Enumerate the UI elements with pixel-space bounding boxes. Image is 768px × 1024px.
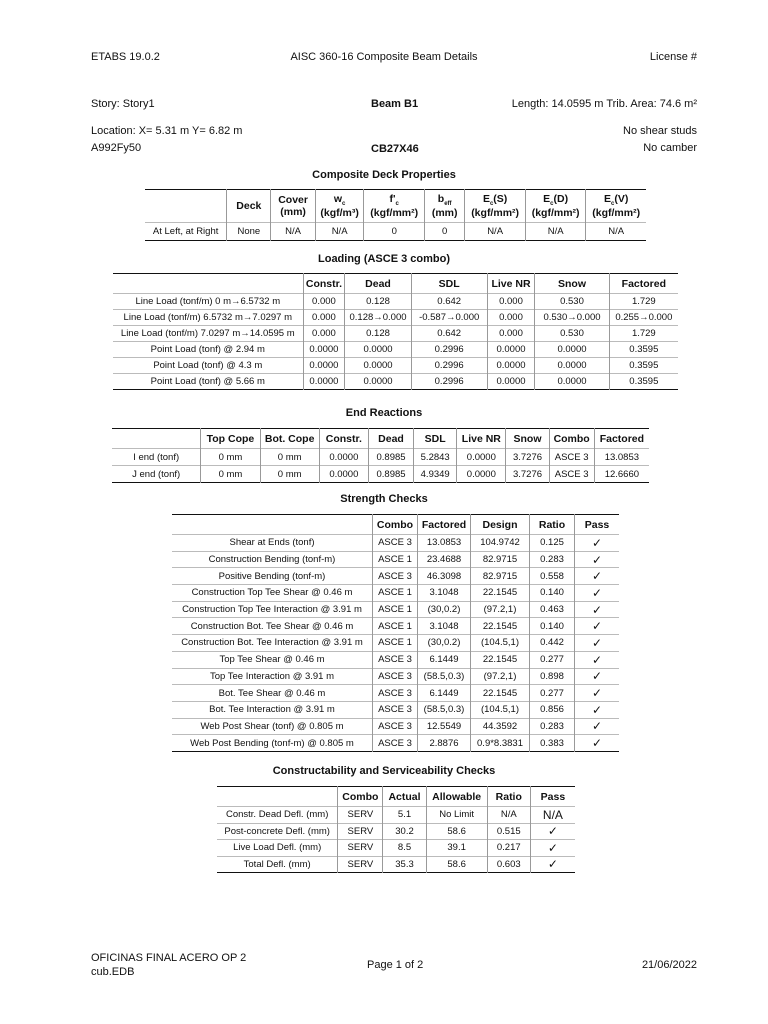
table-cell: 0.125 — [530, 535, 575, 552]
table-cell: 0.3595 — [609, 342, 678, 358]
table-cell: ✓ — [575, 651, 620, 668]
table-row — [113, 326, 678, 342]
table-row — [217, 823, 575, 840]
row-label: Line Load (tonf/m) 0 m→6.5732 m — [113, 294, 303, 310]
table-cell: ✓ — [575, 701, 620, 718]
table-cell: 0.128 — [345, 326, 411, 342]
loading-header-constr: Constr. — [303, 274, 345, 294]
story-label: Story: Story1 — [91, 98, 155, 110]
deck-header-beff: $b_{eff}$ (mm) — [424, 190, 464, 223]
license-label: License # — [649, 51, 697, 63]
table-cell: SERV — [338, 840, 383, 857]
row-label: Shear at Ends (tonf) — [172, 535, 373, 552]
table-cell: 82.9715 — [471, 551, 530, 568]
footer-filename-line2: cub.EDB — [91, 966, 135, 978]
strength-table — [172, 514, 619, 752]
table-cell: 104.9742 — [471, 535, 530, 552]
table-row — [172, 735, 619, 752]
row-label: Bot. Tee Shear @ 0.46 m — [172, 685, 373, 702]
table-cell: 58.6 — [426, 856, 487, 873]
row-label: Point Load (tonf) @ 5.66 m — [113, 374, 303, 390]
table-cell: 6.1449 — [418, 685, 471, 702]
table-cell: 0.0000 — [345, 374, 411, 390]
strength-header-combo: Combo — [373, 515, 418, 535]
reactions-header-dead: Dead — [368, 429, 413, 449]
table-cell: 0.530 — [535, 326, 609, 342]
loading-header-livenr: Live NR — [487, 274, 535, 294]
report-date: 21/06/2022 — [641, 959, 697, 971]
table-cell: 0.0000 — [303, 358, 345, 374]
table-cell: 0.0000 — [303, 342, 345, 358]
table-cell: 0.0000 — [319, 449, 368, 466]
reactions-header-livenr: Live NR — [457, 429, 506, 449]
table-row — [172, 568, 619, 585]
studs-label: No shear studs — [623, 125, 697, 137]
table-row — [113, 310, 678, 326]
table-cell: 1.729 — [609, 326, 678, 342]
table-row — [172, 668, 619, 685]
deck-header-cover: Cover (mm) — [271, 190, 315, 223]
table-cell: 0.558 — [530, 568, 575, 585]
serviceability-header-ratio: Ratio — [487, 787, 530, 807]
table-cell: 0.283 — [530, 718, 575, 735]
deck-table — [145, 189, 646, 241]
section-label: CB27X46 — [371, 143, 419, 155]
table-cell: 3.7276 — [506, 449, 549, 466]
deck-cell: N/A — [586, 223, 646, 241]
table-cell: 0.000 — [303, 326, 345, 342]
reactions-header-factored: Factored — [594, 429, 649, 449]
deck-cell: None — [227, 223, 271, 241]
table-row — [172, 535, 619, 552]
table-cell: ASCE 1 — [373, 551, 418, 568]
table-cell: 0.0000 — [457, 466, 506, 483]
table-cell: 0.0000 — [319, 466, 368, 483]
table-cell: (58.5,0.3) — [418, 701, 471, 718]
reactions-table — [112, 428, 649, 483]
deck-header-ecv: $E_c(V)$ (kgf/mm²) — [586, 190, 646, 223]
table-cell: N/A — [530, 807, 575, 824]
table-cell: 39.1 — [426, 840, 487, 857]
strength-header-factored: Factored — [418, 515, 471, 535]
table-cell: (97.2,1) — [471, 601, 530, 618]
table-cell: ✓ — [575, 535, 620, 552]
table-row — [172, 618, 619, 635]
table-cell: 0.3595 — [609, 358, 678, 374]
deck-cell: 0 — [364, 223, 425, 241]
table-cell: 0.8985 — [368, 466, 413, 483]
serviceability-header-pass: Pass — [530, 787, 575, 807]
table-cell: ASCE 3 — [373, 535, 418, 552]
row-label: Construction Bot. Tee Shear @ 0.46 m — [172, 618, 373, 635]
loading-header-snow: Snow — [535, 274, 609, 294]
deck-header-blank — [145, 190, 227, 223]
table-cell: SERV — [338, 807, 383, 824]
table-cell: N/A — [487, 807, 530, 824]
row-label: Point Load (tonf) @ 4.3 m — [113, 358, 303, 374]
row-label: Construction Bot. Tee Interaction @ 3.91 m — [172, 635, 373, 652]
table-cell: 0 mm — [201, 449, 260, 466]
row-label: Live Load Defl. (mm) — [217, 840, 338, 857]
table-cell: 0.0000 — [535, 358, 609, 374]
table-cell: 0.283 — [530, 551, 575, 568]
deck-header-ecs: $E_c(S)$ (kgf/mm²) — [465, 190, 526, 223]
reactions-header-snow: Snow — [506, 429, 549, 449]
table-cell: ASCE 3 — [549, 449, 594, 466]
table-cell: ASCE 3 — [373, 568, 418, 585]
table-cell: 0.642 — [411, 326, 487, 342]
row-label: I end (tonf) — [112, 449, 201, 466]
table-row — [113, 374, 678, 390]
table-cell: ✓ — [575, 568, 620, 585]
reactions-header-topcope: Top Cope — [201, 429, 260, 449]
table-cell: ✓ — [575, 685, 620, 702]
table-cell: 0.128→0.000 — [345, 310, 411, 326]
deck-header-fc: $f'_c$ (kgf/mm²) — [364, 190, 425, 223]
table-cell: 0 mm — [201, 466, 260, 483]
row-label: Constr. Dead Defl. (mm) — [217, 807, 338, 824]
table-cell: (30,0.2) — [418, 601, 471, 618]
table-cell: 6.1449 — [418, 651, 471, 668]
table-cell: ASCE 3 — [373, 718, 418, 735]
table-cell: (30,0.2) — [418, 635, 471, 652]
table-cell: 0.898 — [530, 668, 575, 685]
table-cell: 13.0853 — [594, 449, 649, 466]
table-cell: 0.2996 — [411, 358, 487, 374]
table-cell: 0.217 — [487, 840, 530, 857]
table-cell: ✓ — [530, 840, 575, 857]
loading-table — [113, 273, 678, 390]
serviceability-table — [217, 786, 575, 873]
table-cell: ✓ — [530, 823, 575, 840]
table-cell: 0.0000 — [487, 374, 535, 390]
reactions-header-blank — [112, 429, 201, 449]
table-cell: 0.000 — [487, 310, 535, 326]
reactions-header-combo: Combo — [549, 429, 594, 449]
table-cell: ASCE 3 — [373, 685, 418, 702]
strength-section-title: Strength Checks — [340, 493, 428, 505]
loading-section-title: Loading (ASCE 3 combo) — [318, 253, 450, 265]
deck-cell: N/A — [525, 223, 586, 241]
table-cell: 0.383 — [530, 735, 575, 752]
table-cell: ✓ — [575, 601, 620, 618]
loading-header-factored: Factored — [609, 274, 678, 294]
deck-cell: 0 — [424, 223, 464, 241]
row-label: Line Load (tonf/m) 6.5732 m→7.0297 m — [113, 310, 303, 326]
table-row — [172, 585, 619, 602]
table-cell: ✓ — [530, 856, 575, 873]
deck-header-wc: $w_c$ (kgf/m³) — [315, 190, 364, 223]
table-cell: 0.3595 — [609, 374, 678, 390]
beam-label: Beam B1 — [371, 98, 419, 110]
serviceability-header-combo: Combo — [338, 787, 383, 807]
table-cell: 22.1545 — [471, 618, 530, 635]
table-cell: 0.000 — [303, 310, 345, 326]
table-cell: (104.5,1) — [471, 701, 530, 718]
row-label: Positive Bending (tonf-m) — [172, 568, 373, 585]
table-row — [172, 635, 619, 652]
table-cell: ✓ — [575, 718, 620, 735]
table-cell: 0.0000 — [535, 342, 609, 358]
material-label: A992Fy50 — [91, 142, 142, 154]
report-title: AISC 360-16 Composite Beam Details — [290, 51, 478, 63]
table-cell: 4.9349 — [414, 466, 457, 483]
table-cell: ✓ — [575, 735, 620, 752]
table-cell: 0 mm — [260, 466, 319, 483]
table-row — [217, 807, 575, 824]
row-label: Point Load (tonf) @ 2.94 m — [113, 342, 303, 358]
table-cell: No Limit — [426, 807, 487, 824]
serviceability-header-allowable: Allowable — [426, 787, 487, 807]
table-cell: 22.1545 — [471, 651, 530, 668]
deck-cell: N/A — [271, 223, 315, 241]
table-cell: 0.277 — [530, 651, 575, 668]
table-cell: 0.0000 — [535, 374, 609, 390]
reactions-section-title: End Reactions — [345, 407, 423, 419]
table-cell: 0.000 — [487, 326, 535, 342]
footer-filename-line1: OFICINAS FINAL ACERO OP 2 — [91, 952, 247, 964]
loading-header-sdl: SDL — [411, 274, 487, 294]
table-cell: 46.3098 — [418, 568, 471, 585]
table-cell: 12.6660 — [594, 466, 649, 483]
table-cell: SERV — [338, 823, 383, 840]
table-cell: ASCE 3 — [373, 735, 418, 752]
table-cell: 0.463 — [530, 601, 575, 618]
table-cell: 0.0000 — [487, 342, 535, 358]
deck-header-deck: Deck — [227, 190, 271, 223]
table-row — [145, 223, 646, 241]
table-cell: 44.3592 — [471, 718, 530, 735]
table-cell: 5.2843 — [414, 449, 457, 466]
table-cell: 0.530 — [535, 294, 609, 310]
length-label: Length: 14.0595 m Trib. Area: 74.6 m² — [511, 98, 697, 110]
table-cell: 0.000 — [487, 294, 535, 310]
table-cell: 23.4688 — [418, 551, 471, 568]
table-row — [112, 449, 649, 466]
table-cell: 0.0000 — [303, 374, 345, 390]
camber-label: No camber — [643, 142, 697, 154]
serviceability-section-title: Constructability and Serviceability Checks — [272, 765, 496, 777]
table-cell: ASCE 3 — [373, 701, 418, 718]
table-cell: 0.0000 — [457, 449, 506, 466]
row-label: Construction Top Tee Shear @ 0.46 m — [172, 585, 373, 602]
table-cell: 22.1545 — [471, 585, 530, 602]
table-row — [113, 358, 678, 374]
row-label: Construction Bending (tonf-m) — [172, 551, 373, 568]
table-cell: 0.0000 — [345, 358, 411, 374]
table-row — [172, 551, 619, 568]
reactions-header-constr: Constr. — [319, 429, 368, 449]
deck-cell: N/A — [315, 223, 364, 241]
strength-header-blank — [172, 515, 373, 535]
software-version: ETABS 19.0.2 — [91, 51, 160, 63]
row-label: Top Tee Shear @ 0.46 m — [172, 651, 373, 668]
table-row — [113, 342, 678, 358]
table-cell: 35.3 — [383, 856, 426, 873]
table-cell: (104.5,1) — [471, 635, 530, 652]
row-label: Line Load (tonf/m) 7.0297 m→14.0595 m — [113, 326, 303, 342]
loading-header-blank — [113, 274, 303, 294]
table-cell: 0.603 — [487, 856, 530, 873]
table-cell: 13.0853 — [418, 535, 471, 552]
table-row — [112, 466, 649, 483]
table-cell: 0.255→0.000 — [609, 310, 678, 326]
table-cell: 0.140 — [530, 618, 575, 635]
row-label: Bot. Tee Interaction @ 3.91 m — [172, 701, 373, 718]
table-cell: ASCE 1 — [373, 618, 418, 635]
table-cell: 0.515 — [487, 823, 530, 840]
table-row — [172, 701, 619, 718]
table-cell: SERV — [338, 856, 383, 873]
table-cell: ASCE 3 — [373, 651, 418, 668]
reactions-header-botcope: Bot. Cope — [260, 429, 319, 449]
table-cell: 0.277 — [530, 685, 575, 702]
table-cell: 1.729 — [609, 294, 678, 310]
table-cell: ASCE 1 — [373, 601, 418, 618]
table-cell: 0.128 — [345, 294, 411, 310]
row-label: Total Defl. (mm) — [217, 856, 338, 873]
table-cell: 58.6 — [426, 823, 487, 840]
reactions-header-sdl: SDL — [414, 429, 457, 449]
table-cell: (97.2,1) — [471, 668, 530, 685]
table-cell: 12.5549 — [418, 718, 471, 735]
loading-header-dead: Dead — [345, 274, 411, 294]
table-cell: 3.1048 — [418, 585, 471, 602]
table-cell: -0.587→0.000 — [411, 310, 487, 326]
table-cell: 0.442 — [530, 635, 575, 652]
table-cell: (58.5,0.3) — [418, 668, 471, 685]
table-cell: ✓ — [575, 618, 620, 635]
table-cell: 0.9*8.3831 — [471, 735, 530, 752]
table-cell: ASCE 1 — [373, 635, 418, 652]
table-cell: ASCE 1 — [373, 585, 418, 602]
table-cell: ASCE 3 — [549, 466, 594, 483]
deck-header-ecd: $E_c(D)$ (kgf/mm²) — [525, 190, 586, 223]
table-cell: 0.140 — [530, 585, 575, 602]
table-cell: 0.2996 — [411, 374, 487, 390]
table-cell: 0 mm — [260, 449, 319, 466]
strength-header-design: Design — [471, 515, 530, 535]
row-label: Construction Top Tee Interaction @ 3.91 m — [172, 601, 373, 618]
table-cell: 5.1 — [383, 807, 426, 824]
table-row — [113, 294, 678, 310]
strength-header-ratio: Ratio — [530, 515, 575, 535]
row-label: Post-concrete Defl. (mm) — [217, 823, 338, 840]
serviceability-header-blank — [217, 787, 338, 807]
row-label: Web Post Shear (tonf) @ 0.805 m — [172, 718, 373, 735]
table-cell: 0.8985 — [368, 449, 413, 466]
table-cell: ✓ — [575, 585, 620, 602]
table-cell: 2.8876 — [418, 735, 471, 752]
table-row — [217, 856, 575, 873]
table-cell: 30.2 — [383, 823, 426, 840]
table-cell: ✓ — [575, 635, 620, 652]
table-cell: 8.5 — [383, 840, 426, 857]
table-cell: ✓ — [575, 551, 620, 568]
table-cell: 0.642 — [411, 294, 487, 310]
deck-cell: At Left, at Right — [145, 223, 227, 241]
row-label: J end (tonf) — [112, 466, 201, 483]
table-cell: 0.856 — [530, 701, 575, 718]
table-cell: 3.7276 — [506, 466, 549, 483]
table-row — [172, 601, 619, 618]
table-cell: ASCE 3 — [373, 668, 418, 685]
table-row — [172, 718, 619, 735]
table-row — [172, 685, 619, 702]
table-cell: ✓ — [575, 668, 620, 685]
table-cell: 0.530→0.000 — [535, 310, 609, 326]
deck-cell: N/A — [465, 223, 526, 241]
table-row — [217, 840, 575, 857]
strength-header-pass: Pass — [575, 515, 620, 535]
table-cell: 0.0000 — [345, 342, 411, 358]
row-label: Web Post Bending (tonf-m) @ 0.805 m — [172, 735, 373, 752]
page-number: Page 1 of 2 — [367, 959, 424, 971]
table-cell: 0.000 — [303, 294, 345, 310]
table-cell: 22.1545 — [471, 685, 530, 702]
serviceability-header-actual: Actual — [383, 787, 426, 807]
table-cell: 0.2996 — [411, 342, 487, 358]
table-cell: 3.1048 — [418, 618, 471, 635]
table-cell: 82.9715 — [471, 568, 530, 585]
table-row — [172, 651, 619, 668]
table-cell: 0.0000 — [487, 358, 535, 374]
row-label: Top Tee Interaction @ 3.91 m — [172, 668, 373, 685]
location-label: Location: X= 5.31 m Y= 6.82 m — [91, 125, 243, 137]
deck-section-title: Composite Deck Properties — [312, 169, 456, 181]
